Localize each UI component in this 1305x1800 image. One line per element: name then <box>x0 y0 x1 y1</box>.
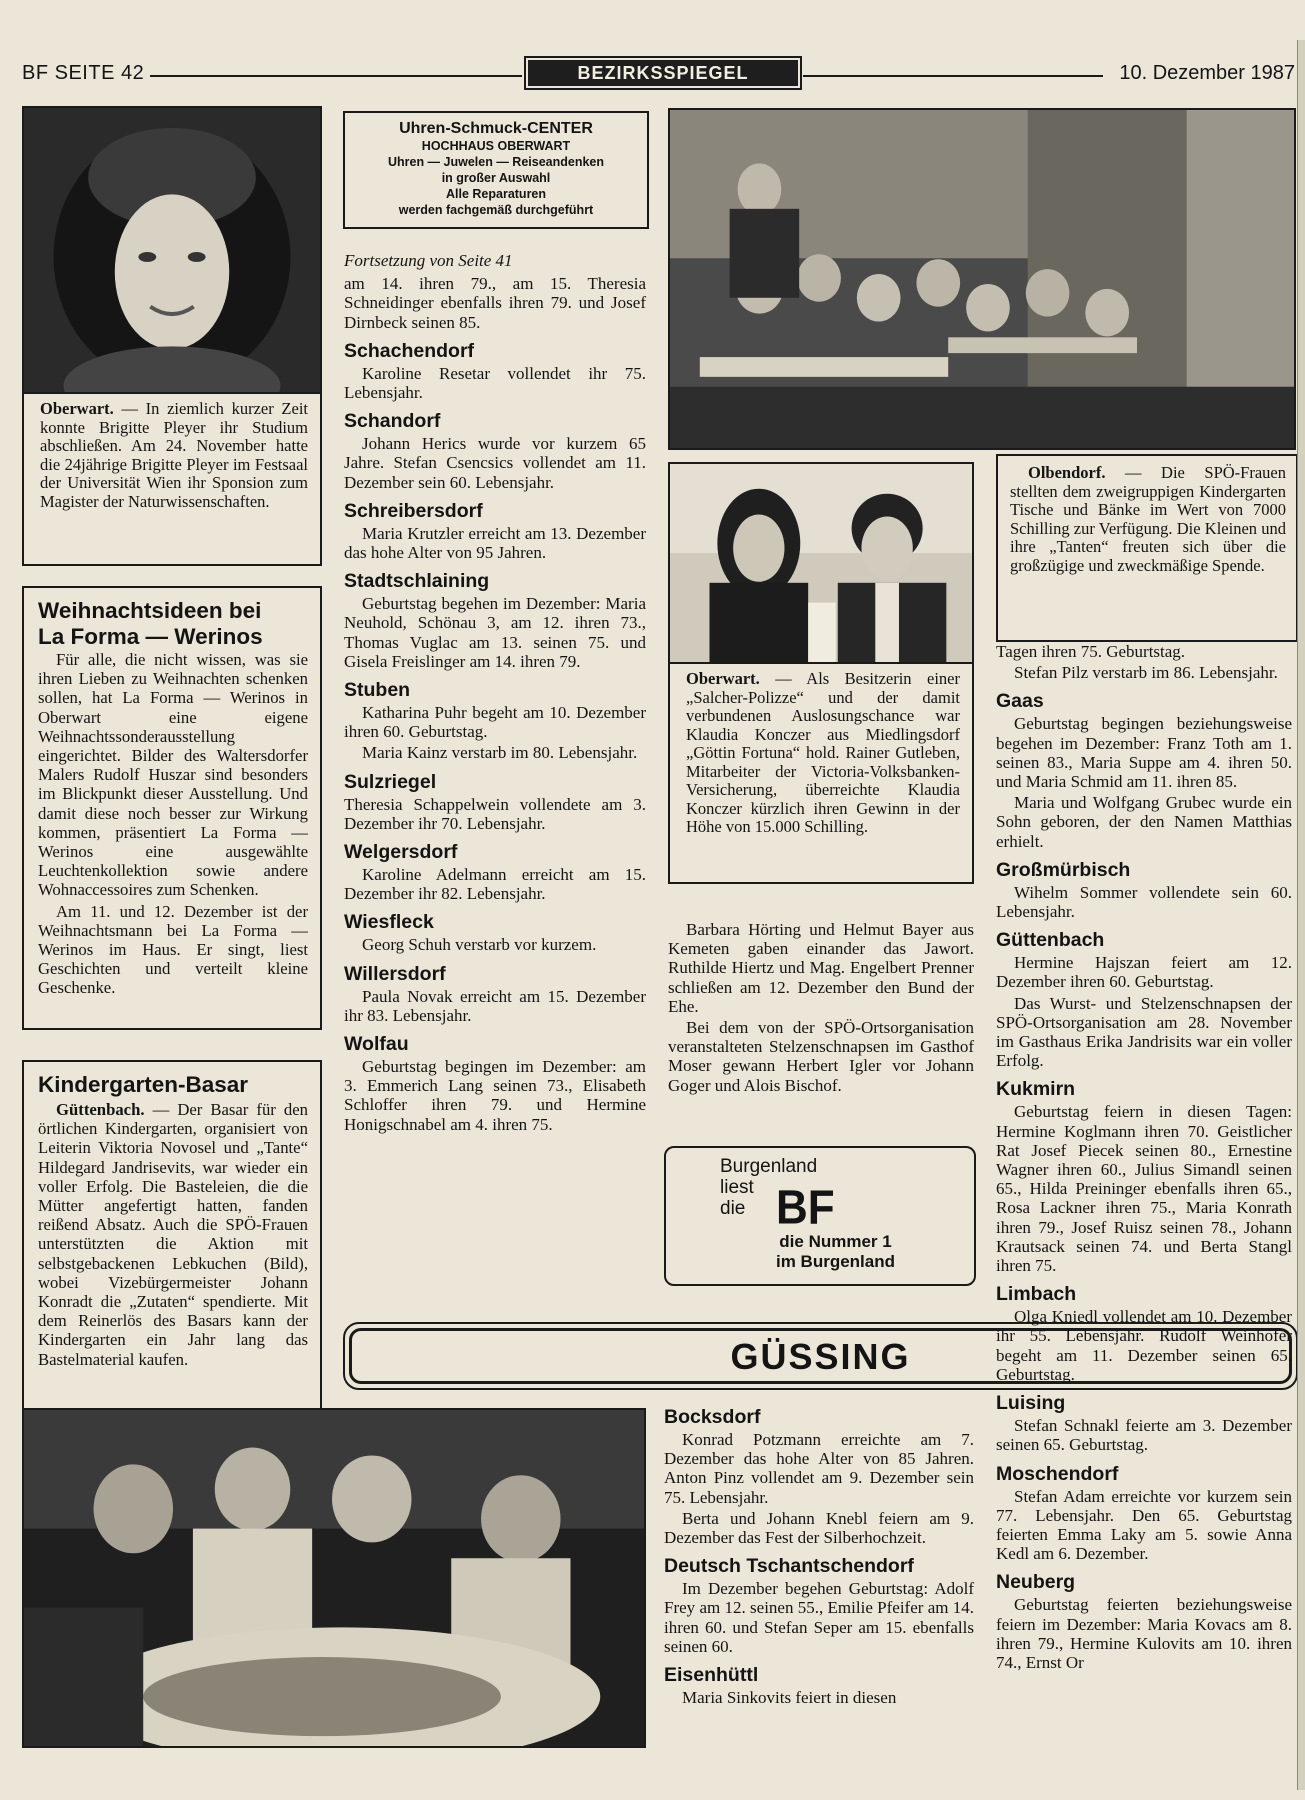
heading-wiesfleck: Wiesfleck <box>344 911 434 934</box>
guessing-column <box>664 1406 974 1709</box>
text-eisenhuettl: Maria Sinkovits feiert in diesen <box>682 1688 897 1708</box>
heading-welgersdorf: Welgersdorf <box>344 841 458 864</box>
heading-stuben: Stuben <box>344 679 411 702</box>
text-guettenbach-1: Hermine Hajszan feiert am 12. Dezember ihren 60. Geburtstag. <box>996 953 1292 992</box>
text-deutsch-tschantschendorf: Im Dezember begehen Geburtstag: Adolf Frey am 12. seinen 55., Emilie Pfeifer am 14. ihren 60. und Stefan Seper am 15. ebenfalls seinen 60. <box>664 1579 974 1656</box>
laforma-title-line1: Weihnachtsideen bei <box>38 598 262 623</box>
olbendorf-image <box>670 110 1294 448</box>
text-bocksdorf-1: Konrad Potzmann erreichte am 7. Dezember das hohe Alter von 85 Jahren. Anton Pinz vollendet am 9. Dezember sein 75. Lebensjahr. <box>664 1430 974 1507</box>
heading-wolfau: Wolfau <box>344 1033 409 1056</box>
text-schandorf: Johann Herics wurde vor kurzem 65 Jahre. Stefan Csencsics vollendet am 11. Dezember sein 60. Lebensjahr. <box>344 434 646 492</box>
basar-article <box>22 1060 322 1408</box>
text-limbach: Olga Kniedl vollendet am 10. Dezember ihr 55. Lebensjahr. Rudolf Weinhofer begeht am 11. Dezember seinen 65. Geburtstag. <box>996 1307 1292 1384</box>
text-wolfau: Geburtstag begingen im Dezember: am 3. Emmerich Lang seinen 73., Elisabeth Schloffer ihren 79. und Hermine Honigschnabel am 4. ihren 75. <box>344 1057 646 1134</box>
heading-eisenhuettl: Eisenhüttl <box>664 1664 759 1687</box>
section-title: BEZIRKSSPIEGEL <box>528 60 798 86</box>
heading-willersdorf: Willersdorf <box>344 962 446 985</box>
bf-ad-line2: liest <box>720 1177 754 1198</box>
text-schreibersdorf: Maria Krutzler erreicht am 13. Dezember das hohe Alter von 95 Jahren. <box>344 523 646 563</box>
text-willersdorf: Paula Novak erreicht am 15. Dezember ihr 83. Lebensjahr. <box>344 986 646 1025</box>
konczer-caption <box>670 664 972 843</box>
laforma-title <box>38 598 308 650</box>
portrait-photo <box>24 108 320 394</box>
laforma-paragraph-2: Am 11. und 12. Dezember ist der Weihnachtsmann bei La Forma — Werinos im Haus. Er singt, liest Geschichten und verteilt kleine Geschenke. <box>38 901 308 998</box>
olbendorf-paragraph <box>1010 464 1286 575</box>
heading-grossmuerbisch: Großmürbisch <box>996 858 1131 881</box>
konczer-text: — Als Besitzerin einer „Salcher-Polizze“ und der damit verbundenen Auslosungschance war Klaudia Konczer aus Miedlingsdorf „Göttin Fortuna“ hold. Rainer Gutleben, Mitarbeiter der Victoria-Volksbanken-Versicherung, überreichte Klaudia Konczer kürzlich ihren Gewinn in der Höhe von 15.000 Schilling. <box>686 669 960 836</box>
heading-deutsch-tschantschendorf: Deutsch Tschantschendorf <box>664 1555 914 1578</box>
text-wiesfleck: Georg Schuh verstarb vor kurzem. <box>362 935 597 955</box>
pleyer-caption <box>24 394 320 519</box>
text-moschendorf: Stefan Adam erreichte vor kurzem sein 77. Lebensjahr. Den 65. Geburtstag feierten Emma Laky am 5. sowie Anna Kedl am 6. Dezember. <box>996 1486 1292 1564</box>
text-schachendorf: Karoline Resetar vollendet ihr 75. Lebensjahr. <box>344 363 646 403</box>
basar-title: Kindergarten-Basar <box>38 1072 249 1097</box>
heading-neuberg: Neuberg <box>996 1571 1076 1594</box>
page-edge <box>1297 40 1305 1790</box>
col4-intro-2: Stefan Pilz verstarb im 86. Lebensjahr. <box>1014 663 1278 683</box>
continued-note: Fortsetzung von Seite 41 <box>344 251 513 270</box>
laforma-title-line2: La Forma — Werinos <box>38 624 263 649</box>
bf-ad-line1: Burgenland <box>720 1156 818 1177</box>
laforma-body <box>38 650 308 998</box>
guessing-title: GÜSSING <box>730 1336 911 1377</box>
ad-location: HOCHHAUS OBERWART <box>421 139 571 153</box>
ad-repairs: Alle Reparaturen <box>445 187 547 201</box>
heading-limbach: Limbach <box>996 1283 1077 1306</box>
masthead-rule-right <box>803 75 1103 77</box>
column-3-text <box>668 920 974 1097</box>
schnapsen-paragraph: Bei dem von der SPÖ-Ortsorganisation veranstalteten Stelzenschnapsen im Gasthof Moser gewann Herbert Igler vor Johann Goger und Alois Bischof. <box>668 1018 974 1095</box>
bf-logo: BF <box>776 1180 835 1235</box>
text-guettenbach-2: Das Wurst- und Stelzenschnapsen der SPÖ-Ortsorganisation am 28. November im Gasthaus Erika Jandrisits war ein voller Erfolg. <box>996 993 1292 1071</box>
laforma-paragraph-1: Für alle, die nicht wissen, was sie ihren Lieben zu Weihnachten schenken sollen, hat La Forma — Werinos in Oberwart eine eigene Weihnachtssonderausstellung eingerichtet. Bilder des Waltersdorfer Malers Rudolf Huszar sind besonders im Blickpunkt dieser Ausstellung. Und damit diese noch besser zur Wirkung kommen, präsentiert La Forma — Werinos eine ausgewählte Leuchtenkollektion sowie andere Wohnaccessoires zum Schenken. <box>38 650 308 900</box>
text-bocksdorf-2: Berta und Johann Knebl feiern am 9. Dezember das Fest der Silberhochzeit. <box>664 1508 974 1548</box>
ad-products: Uhren — Juwelen — Reiseandenken <box>387 155 605 169</box>
heading-moschendorf: Moschendorf <box>996 1462 1119 1485</box>
olbendorf-place: Olbendorf. <box>1028 463 1106 482</box>
portrait-image <box>24 108 320 392</box>
text-stadtschlaining: Geburtstag begehen im Dezember: Maria Neuhold, Schönau 3, am 12. ihren 73., Thomas Vuglac am 13. seinen 75. und Gisela Freislinger am 14. ihren 79. <box>344 594 646 671</box>
birthday-column-4 <box>996 642 1292 1674</box>
konczer-article <box>668 462 974 884</box>
ad-shop-name: Uhren-Schmuck-CENTER <box>399 120 593 137</box>
continued-text: am 14. ihren 79., am 15. Theresia Schneidinger ebenfalls ihren 79. und Josef Dirnbeck seinen 85. <box>344 274 646 332</box>
basar-photo <box>22 1408 646 1748</box>
heading-schreibersdorf: Schreibersdorf <box>344 499 483 522</box>
issue-date: 10. Dezember 1987 <box>1119 62 1295 84</box>
konczer-place: Oberwart. <box>686 669 760 688</box>
pleyer-article <box>22 106 322 566</box>
couple-photo <box>670 464 972 664</box>
basar-place: Güttenbach. <box>56 1100 145 1119</box>
heading-guettenbach: Güttenbach <box>996 929 1105 952</box>
text-welgersdorf: Karoline Adelmann erreicht am 15. Dezember ihr 82. Lebensjahr. <box>344 865 646 904</box>
text-stuben-2: Maria Kainz verstarb im 80. Lebensjahr. <box>362 743 638 763</box>
text-grossmuerbisch: Wihelm Sommer vollendete sein 60. Lebensjahr. <box>996 882 1292 922</box>
heading-gaas: Gaas <box>996 690 1044 713</box>
basar-image <box>24 1410 644 1746</box>
caption-place: Oberwart. <box>40 399 114 418</box>
bf-advertisement <box>664 1146 976 1286</box>
heading-kukmirn: Kukmirn <box>996 1078 1076 1101</box>
ad-selection: in großer Auswahl <box>441 171 551 185</box>
heading-luising: Luising <box>996 1392 1066 1415</box>
text-sulzriegel: Theresia Schappelwein vollendete am 3. Dezember ihr 70. Lebensjahr. <box>344 794 646 833</box>
text-stuben-1: Katharina Puhr begeht am 10. Dezember ihren 60. Geburtstag. <box>344 703 646 742</box>
masthead-rule-left <box>150 75 522 77</box>
olbendorf-caption-box <box>996 454 1298 642</box>
uhren-advertisement <box>343 111 649 229</box>
text-gaas-2: Maria und Wolfgang Grubec wurde ein Sohn geboren, der den Namen Matthias erhielt. <box>996 793 1292 851</box>
text-kukmirn: Geburtstag feiern in diesen Tagen: Hermine Koglmann ihren 70. Geistlicher Rat Josef Piecek seinen 80., Ernestine Wagner ihren 60., Julius Simandl seinen 65., Hilda Preininger ebenfalls ihren 65., Rosa Lackner ihren 75., Maria Konrath ihren 79., Josef Ruisz seinen 78., Johann Krautsack seinen 74. und Berta Stangl ihren 75. <box>996 1102 1292 1276</box>
wedding-paragraph: Barbara Hörting und Helmut Bayer aus Kemeten gaben einander das Jawort. Ruthilde Hiertz und Mag. Engelbert Prenner schließen am 12. Dezember den Bund der Ehe. <box>668 920 974 1016</box>
page-number: BF SEITE 42 <box>22 62 145 84</box>
ad-repairs-2: werden fachgemäß durchgeführt <box>398 203 594 217</box>
heading-schandorf: Schandorf <box>344 410 441 433</box>
bf-ad-slogan-2: im Burgenland <box>776 1252 896 1271</box>
bf-ad-slogan <box>776 1232 895 1272</box>
laforma-article <box>22 586 322 1030</box>
basar-body <box>38 1100 308 1369</box>
bf-ad-slogan-1: die Nummer 1 <box>779 1232 892 1251</box>
heading-bocksdorf: Bocksdorf <box>664 1406 761 1428</box>
basar-paragraph <box>38 1100 308 1369</box>
section-banner <box>524 56 802 90</box>
text-neuberg: Geburtstag feierten beziehungsweise feiern im Dezember: Maria Kovacs am 8. ihren 79., Hermine Kulovits am 10. ihren 74., Ernst Or <box>996 1595 1292 1672</box>
couple-image <box>670 464 972 662</box>
bf-ad-line3: die <box>720 1198 746 1219</box>
olbendorf-photo <box>668 108 1296 450</box>
caption-text: — In ziemlich kurzer Zeit konnte Brigitte Pleyer ihr Studium abschließen. Am 24. November hatte die 24jährige Brigitte Pleyer im Festsaal der Universität Wien ihr Sponsion zum Magister der Naturwissenschaften. <box>40 399 308 511</box>
text-gaas-1: Geburtstag begingen beziehungsweise begehen im Dezember: Franz Toth am 1. seinen 83., Maria Suppe am 4. ihren 50. und Maria Schmid am 11. ihren 85. <box>996 714 1292 792</box>
birthday-column-2 <box>344 251 646 1136</box>
olbendorf-text: — Die SPÖ-Frauen stellten dem zweigruppigen Kindergarten Tische und Bänke im Wert von 7000 Schilling zur Verfügung. Die Kleinen und ihre „Tanten“ freuten sich über die großzügige und zweckmäßige Spende. <box>1010 463 1286 575</box>
heading-stadtschlaining: Stadtschlaining <box>344 570 490 593</box>
heading-schachendorf: Schachendorf <box>344 339 475 362</box>
heading-sulzriegel: Sulzriegel <box>344 770 437 793</box>
basar-text: — Der Basar für den örtlichen Kindergarten, organisiert von Leiterin Viktoria Novosel und „Tante“ Hildegard Jandrisevits, war wieder ein voller Erfolg. Die Basteleien, die die Mütter angefertigt hatten, fanden reißend Absatz. Auch die SPÖ-Frauen unterstützten die Aktion mit selbstgebackenen Lebkuchen (Bild), wobei Vizebürgermeister Johann Konradt die „Zutaten“ spendierte. Mit dem Reinerlös des Basars kann der Kindergarten ein Jahr lang das Bastelmaterial kaufen. <box>38 1100 308 1369</box>
text-luising: Stefan Schnakl feierte am 3. Dezember seinen 65. Geburtstag. <box>996 1416 1292 1455</box>
col4-intro-1: Tagen ihren 75. Geburtstag. <box>996 642 1186 661</box>
olbendorf-caption <box>998 456 1296 581</box>
